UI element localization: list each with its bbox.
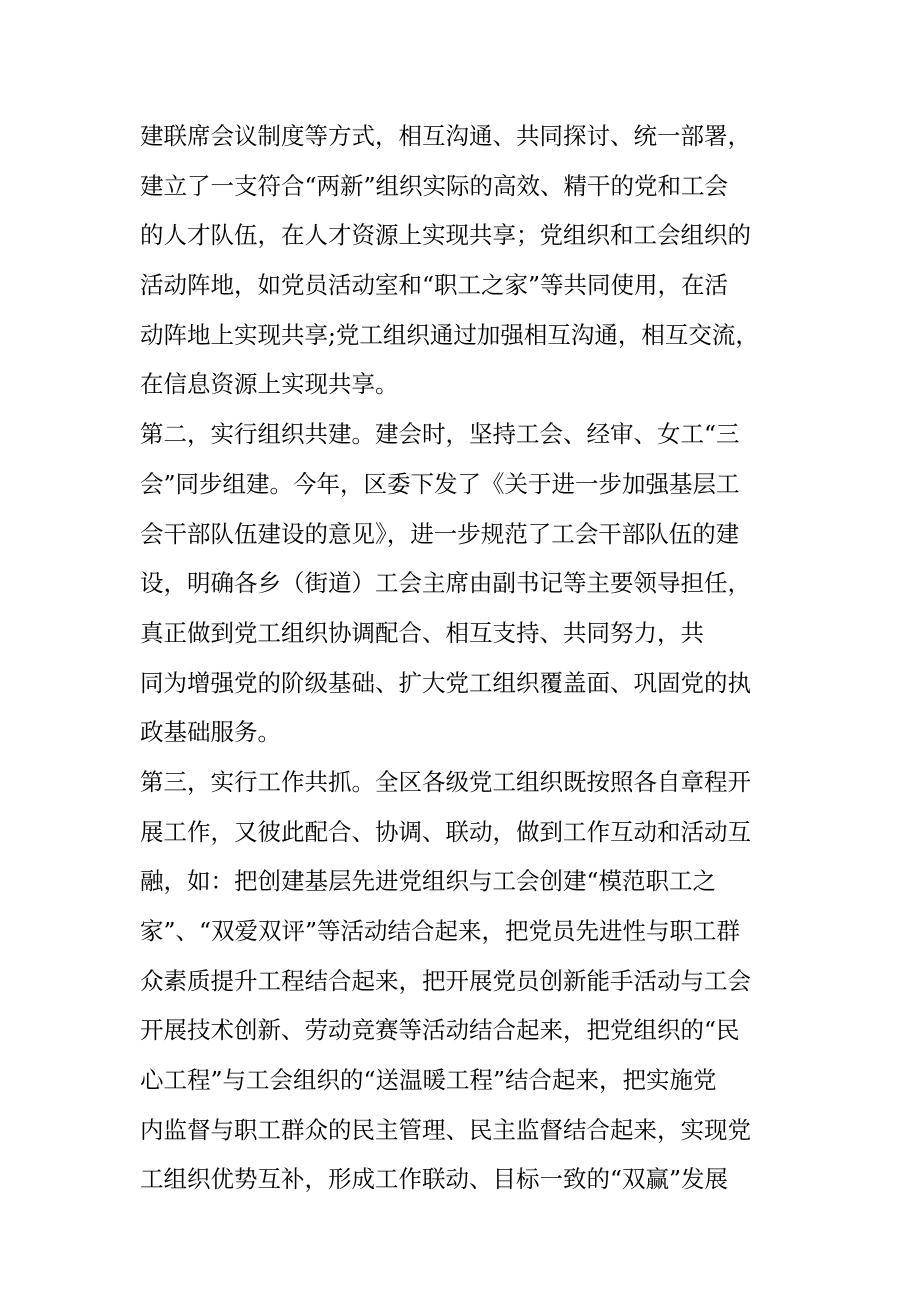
text-line: 同为增强党的阶级基础、扩大党工组织覆盖面、巩固党的执 bbox=[140, 668, 751, 697]
text-line: 的人才队伍，在人才资源上实现共享；党组织和工会组织的 bbox=[140, 221, 751, 250]
text-line: 众素质提升工程结合起来，把开展党员创新能手活动与工会 bbox=[140, 966, 751, 995]
text-line: 在信息资源上实现共享。 bbox=[140, 370, 399, 399]
text-line: 活动阵地，如党员活动室和“职工之家”等共同使用，在活 bbox=[140, 271, 729, 300]
text-line: 设，明确各乡（街道）工会主席由副书记等主要领导担任， bbox=[140, 569, 751, 598]
text-line: 家”、“双爱双评”等活动结合起来，把党员先进性与职工群 bbox=[140, 917, 741, 945]
text-line: 融，如：把创建基层先进党组织与工会创建“模范职工之 bbox=[140, 867, 717, 896]
text-line: 会”同步组建。今年，区委下发了《关于进一步加强基层工 bbox=[140, 469, 740, 498]
text-line: 心工程”与工会组织的“送温暖工程”结合起来，把实施党 bbox=[140, 1066, 717, 1095]
text-line: 建立了一支符合“两新”组织实际的高效、精干的党和工会 bbox=[140, 171, 729, 200]
body-text bbox=[140, 112, 820, 1205]
text-line: 动阵地上实现共享;党工组织通过加强相互沟通，相互交流， bbox=[140, 320, 759, 349]
text-line: 真正做到党工组织协调配合、相互支持、共同努力，共 bbox=[140, 618, 704, 647]
text-line: 工组织优势互补，形成工作联动、目标一致的“双赢”发展 bbox=[140, 1165, 729, 1194]
text-line: 第三，实行工作共抓。全区各级党工组织既按照各自章程开 bbox=[140, 767, 751, 796]
text-line: 开展技术创新、劳动竞赛等活动结合起来，把党组织的“民 bbox=[140, 1016, 740, 1045]
text-line: 政基础服务。 bbox=[140, 718, 281, 747]
text-line: 内监督与职工群众的民主管理、民主监督结合起来，实现党 bbox=[140, 1115, 751, 1144]
text-line: 展工作，又彼此配合、协调、联动，做到工作互动和活动互 bbox=[140, 817, 751, 846]
text-line: 第二，实行组织共建。建会时，坚持工会、经审、女工“三 bbox=[140, 420, 740, 449]
text-line: 会干部队伍建设的意见》，进一步规范了工会干部队伍的建 bbox=[140, 519, 740, 548]
text-line: 建联席会议制度等方式，相互沟通、共同探讨、统一部署， bbox=[140, 122, 751, 150]
